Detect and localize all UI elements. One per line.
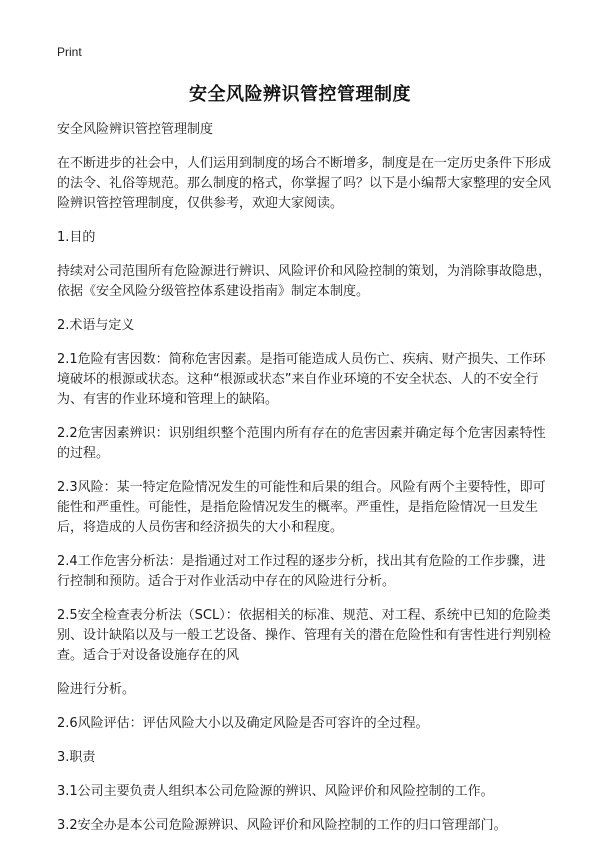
paragraph: 2.4工作危害分析法：是指通过对工作过程的逐步分析，找出其有危险的工作步骤，进行控制和预防。适合于对作业活动中存在的风险进行分析。 (57, 554, 546, 589)
section-heading: 3.职责 (57, 750, 96, 765)
section-heading: 2.术语与定义 (57, 318, 135, 333)
paragraph: 2.3风险：某一特定危险情况发生的可能性和后果的组合。风险有两个主要特性，即可能性和严重性。可能性，是指危险情况发生的概率。严重性，是指危险情况一旦发生后，将造成的人员伤害和经济损失的大小和程度。 (57, 480, 546, 535)
paragraph: 2.5安全检查表分析法（SCL）：依据相关的标准、规范、对工程、系统中已知的危险类别、设计缺陷以及与一般工艺设备、操作、管理有关的潜在危险性和有害性进行判别检查。适合于对设备设施存在的风 (57, 608, 552, 663)
page-title: 安全风险辨识管控管理制度 (189, 84, 411, 105)
section-heading: 1.目的 (57, 230, 96, 245)
paragraph: 3.2安全办是本公司危险源辨识、风险评价和风险控制的工作的归口管理部门。 (57, 818, 507, 833)
paragraph: 2.1危险有害因数：简称危害因素。是指可能造成人员伤亡、疾病、财产损失、工作环境破坏的根源或状态。这种“根源或状态”来自作业环境的不安全状态、人的不安全行为、有害的作业环境和管理上的缺陷。 (57, 352, 546, 407)
paragraph: 险进行分析。 (57, 682, 136, 697)
print-link[interactable]: Print (57, 45, 82, 59)
doc-subtitle: 安全风险辨识管控管理制度 (57, 122, 214, 137)
document-body (57, 120, 557, 850)
paragraph: 3.1公司主要负责人组织本公司危险源的辨识、风险评价和风险控制的工作。 (57, 784, 494, 799)
paragraph: 2.2危害因素辨识：识别组织整个范围内所有存在的危害因素并确定每个危害因素特性的过程。 (57, 426, 546, 461)
paragraph: 2.6风险评估：评估风险大小以及确定风险是否可容许的全过程。 (57, 716, 429, 731)
intro-paragraph: 在不断进步的社会中，人们运用到制度的场合不断增多，制度是在一定历史条件下形成的法令、礼俗等规范。那么制度的格式，你掌握了吗？以下是小编帮大家整理的安全风险辨识管控管理制度，仅供参考，欢迎大家阅读。 (57, 156, 552, 211)
paragraph: 持续对公司范围所有危险源进行辨识、风险评价和风险控制的策划，为消除事故隐患，依据《安全风险分级管控体系建设指南》制定本制度。 (57, 264, 552, 299)
